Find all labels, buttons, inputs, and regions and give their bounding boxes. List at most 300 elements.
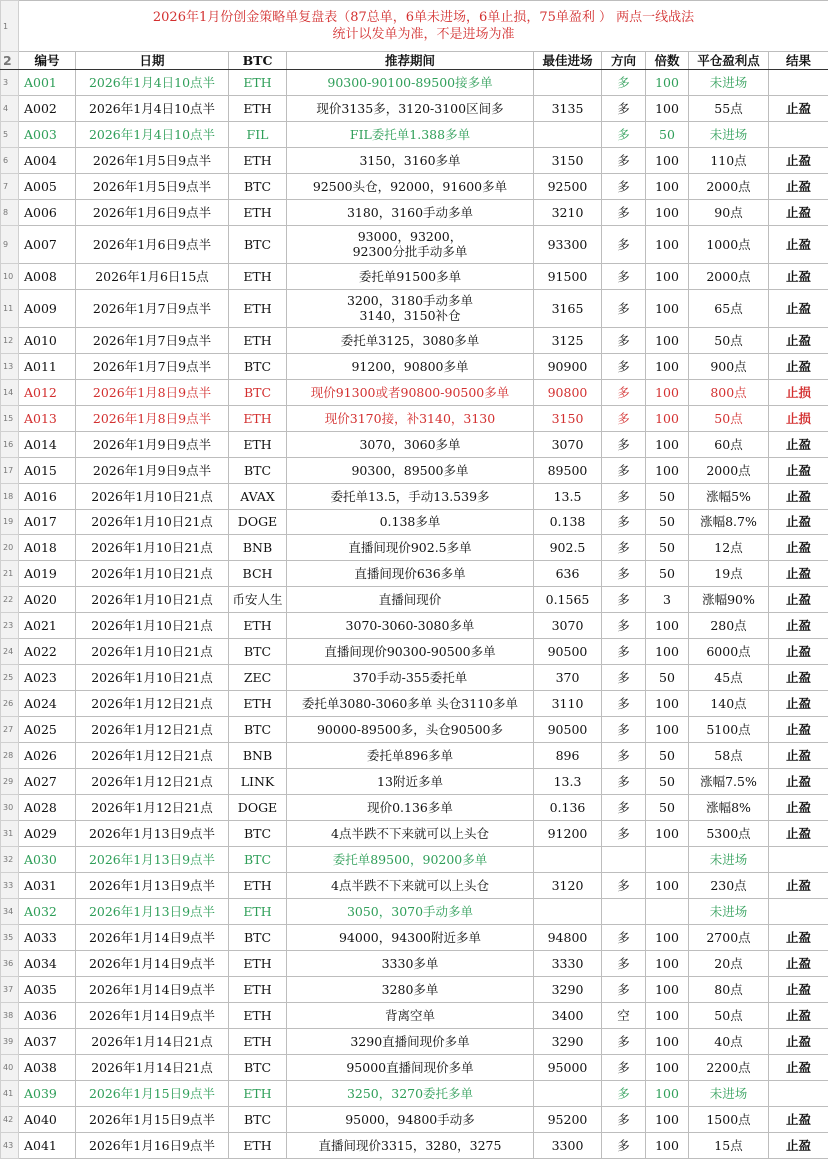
- cell-coin[interactable]: ETH: [229, 613, 287, 639]
- cell-date[interactable]: 2026年1月9日9点半: [76, 431, 229, 457]
- cell-best-entry[interactable]: 3150: [534, 405, 602, 431]
- row-number[interactable]: 9: [1, 225, 19, 263]
- cell-result[interactable]: 止盈: [769, 950, 828, 976]
- cell-coin[interactable]: ETH: [229, 199, 287, 225]
- cell-date[interactable]: 2026年1月15日9点半: [76, 1080, 229, 1106]
- cell-result[interactable]: 止盈: [769, 873, 828, 899]
- cell-close-profit[interactable]: 2200点: [689, 1054, 769, 1080]
- cell-result[interactable]: 止盈: [769, 95, 828, 121]
- cell-multiplier[interactable]: 50: [646, 509, 689, 535]
- cell-coin[interactable]: AVAX: [229, 483, 287, 509]
- row-number[interactable]: 29: [1, 769, 19, 795]
- cell-coin[interactable]: ETH: [229, 1028, 287, 1054]
- cell-coin[interactable]: ETH: [229, 1080, 287, 1106]
- cell-best-entry[interactable]: 93300: [534, 225, 602, 263]
- table-row[interactable]: [1, 665, 828, 691]
- cell-multiplier[interactable]: 100: [646, 873, 689, 899]
- table-row[interactable]: [1, 327, 828, 353]
- cell-date[interactable]: 2026年1月12日21点: [76, 795, 229, 821]
- cell-direction[interactable]: [602, 847, 646, 873]
- cell-date[interactable]: 2026年1月12日21点: [76, 769, 229, 795]
- cell-close-profit[interactable]: 1000点: [689, 225, 769, 263]
- cell-multiplier[interactable]: 100: [646, 327, 689, 353]
- cell-id[interactable]: A039: [19, 1080, 76, 1106]
- cell-multiplier[interactable]: 100: [646, 379, 689, 405]
- cell-best-entry[interactable]: 0.136: [534, 795, 602, 821]
- cell-result[interactable]: 止损: [769, 405, 828, 431]
- row-number[interactable]: 31: [1, 821, 19, 847]
- cell-direction[interactable]: 多: [602, 70, 646, 96]
- cell-close-profit[interactable]: 涨幅8%: [689, 795, 769, 821]
- cell-coin[interactable]: BTC: [229, 1054, 287, 1080]
- cell-direction[interactable]: 多: [602, 925, 646, 951]
- cell-date[interactable]: 2026年1月7日9点半: [76, 353, 229, 379]
- cell-direction[interactable]: 多: [602, 263, 646, 289]
- cell-best-entry[interactable]: 3400: [534, 1002, 602, 1028]
- cell-recommendation[interactable]: [287, 263, 534, 289]
- cell-coin[interactable]: BTC: [229, 639, 287, 665]
- cell-multiplier[interactable]: 50: [646, 483, 689, 509]
- row-number[interactable]: 21: [1, 561, 19, 587]
- cell-id[interactable]: A013: [19, 405, 76, 431]
- cell-multiplier[interactable]: 100: [646, 1028, 689, 1054]
- cell-date[interactable]: 2026年1月4日10点半: [76, 121, 229, 147]
- cell-date[interactable]: 2026年1月10日21点: [76, 535, 229, 561]
- cell-multiplier[interactable]: 50: [646, 535, 689, 561]
- table-row[interactable]: [1, 1106, 828, 1132]
- row-number[interactable]: 23: [1, 613, 19, 639]
- cell-recommendation[interactable]: [287, 743, 534, 769]
- row-number[interactable]: 27: [1, 717, 19, 743]
- row-number[interactable]: 8: [1, 199, 19, 225]
- table-row[interactable]: [1, 639, 828, 665]
- cell-date[interactable]: 2026年1月14日21点: [76, 1054, 229, 1080]
- cell-close-profit[interactable]: 20点: [689, 950, 769, 976]
- cell-recommendation[interactable]: [287, 561, 534, 587]
- cell-direction[interactable]: 多: [602, 1132, 646, 1158]
- cell-coin[interactable]: DOGE: [229, 795, 287, 821]
- cell-best-entry[interactable]: [534, 1080, 602, 1106]
- cell-best-entry[interactable]: 902.5: [534, 535, 602, 561]
- cell-direction[interactable]: 多: [602, 199, 646, 225]
- row-number[interactable]: 41: [1, 1080, 19, 1106]
- cell-close-profit[interactable]: 涨幅90%: [689, 587, 769, 613]
- cell-result[interactable]: 止盈: [769, 665, 828, 691]
- row-number[interactable]: 34: [1, 899, 19, 925]
- cell-best-entry[interactable]: 3150: [534, 147, 602, 173]
- row-number[interactable]: 2: [1, 52, 19, 70]
- header-recommendation[interactable]: 推荐期间: [287, 52, 534, 70]
- cell-date[interactable]: 2026年1月4日10点半: [76, 70, 229, 96]
- cell-result[interactable]: 止盈: [769, 639, 828, 665]
- cell-multiplier[interactable]: 50: [646, 743, 689, 769]
- table-row[interactable]: [1, 1054, 828, 1080]
- cell-date[interactable]: 2026年1月14日21点: [76, 1028, 229, 1054]
- cell-best-entry[interactable]: 89500: [534, 457, 602, 483]
- cell-direction[interactable]: 多: [602, 225, 646, 263]
- cell-id[interactable]: A024: [19, 691, 76, 717]
- cell-coin[interactable]: BTC: [229, 457, 287, 483]
- cell-date[interactable]: 2026年1月14日9点半: [76, 925, 229, 951]
- cell-id[interactable]: A004: [19, 147, 76, 173]
- cell-id[interactable]: A017: [19, 509, 76, 535]
- cell-best-entry[interactable]: 3330: [534, 950, 602, 976]
- cell-result[interactable]: 止盈: [769, 225, 828, 263]
- cell-result[interactable]: 止盈: [769, 327, 828, 353]
- cell-recommendation[interactable]: [287, 405, 534, 431]
- header-close-profit[interactable]: 平仓盈利点: [689, 52, 769, 70]
- header-coin[interactable]: BTC: [229, 52, 287, 70]
- cell-direction[interactable]: 多: [602, 535, 646, 561]
- row-number[interactable]: 33: [1, 873, 19, 899]
- header-date[interactable]: 日期: [76, 52, 229, 70]
- cell-recommendation[interactable]: [287, 1080, 534, 1106]
- cell-id[interactable]: A019: [19, 561, 76, 587]
- cell-coin[interactable]: BTC: [229, 1106, 287, 1132]
- cell-coin[interactable]: ETH: [229, 147, 287, 173]
- row-number[interactable]: 5: [1, 121, 19, 147]
- cell-id[interactable]: A022: [19, 639, 76, 665]
- row-number[interactable]: 10: [1, 263, 19, 289]
- row-number[interactable]: 12: [1, 327, 19, 353]
- cell-coin[interactable]: BTC: [229, 225, 287, 263]
- cell-close-profit[interactable]: 50点: [689, 405, 769, 431]
- row-number[interactable]: 3: [1, 70, 19, 96]
- table-row[interactable]: [1, 379, 828, 405]
- cell-id[interactable]: A041: [19, 1132, 76, 1158]
- cell-result[interactable]: 止盈: [769, 613, 828, 639]
- cell-multiplier[interactable]: 100: [646, 199, 689, 225]
- cell-id[interactable]: A016: [19, 483, 76, 509]
- cell-result[interactable]: 止盈: [769, 483, 828, 509]
- cell-id[interactable]: A027: [19, 769, 76, 795]
- cell-close-profit[interactable]: 65点: [689, 289, 769, 327]
- cell-direction[interactable]: 多: [602, 457, 646, 483]
- cell-date[interactable]: 2026年1月10日21点: [76, 483, 229, 509]
- row-number[interactable]: 7: [1, 173, 19, 199]
- cell-date[interactable]: 2026年1月14日9点半: [76, 1002, 229, 1028]
- cell-recommendation[interactable]: [287, 70, 534, 96]
- cell-recommendation[interactable]: [287, 665, 534, 691]
- cell-coin[interactable]: FIL: [229, 121, 287, 147]
- row-number[interactable]: 16: [1, 431, 19, 457]
- table-row[interactable]: [1, 976, 828, 1002]
- cell-id[interactable]: A029: [19, 821, 76, 847]
- cell-multiplier[interactable]: 100: [646, 70, 689, 96]
- table-row[interactable]: [1, 95, 828, 121]
- cell-result[interactable]: 止盈: [769, 561, 828, 587]
- cell-multiplier[interactable]: 100: [646, 691, 689, 717]
- cell-coin[interactable]: BTC: [229, 925, 287, 951]
- table-row[interactable]: [1, 1028, 828, 1054]
- cell-multiplier[interactable]: 100: [646, 717, 689, 743]
- cell-best-entry[interactable]: 90500: [534, 717, 602, 743]
- cell-id[interactable]: A025: [19, 717, 76, 743]
- cell-date[interactable]: 2026年1月7日9点半: [76, 327, 229, 353]
- cell-date[interactable]: 2026年1月12日21点: [76, 691, 229, 717]
- cell-recommendation[interactable]: [287, 717, 534, 743]
- cell-recommendation[interactable]: [287, 353, 534, 379]
- table-row[interactable]: [1, 263, 828, 289]
- row-number[interactable]: 17: [1, 457, 19, 483]
- row-number[interactable]: 26: [1, 691, 19, 717]
- cell-recommendation[interactable]: [287, 821, 534, 847]
- cell-recommendation[interactable]: [287, 289, 534, 327]
- cell-recommendation[interactable]: [287, 225, 534, 263]
- cell-close-profit[interactable]: 2000点: [689, 173, 769, 199]
- table-row[interactable]: [1, 121, 828, 147]
- cell-date[interactable]: 2026年1月13日9点半: [76, 899, 229, 925]
- cell-date[interactable]: 2026年1月10日21点: [76, 587, 229, 613]
- cell-result[interactable]: 止损: [769, 379, 828, 405]
- cell-best-entry[interactable]: 3290: [534, 976, 602, 1002]
- cell-id[interactable]: A034: [19, 950, 76, 976]
- cell-result[interactable]: 止盈: [769, 1054, 828, 1080]
- cell-result[interactable]: 止盈: [769, 509, 828, 535]
- cell-coin[interactable]: BNB: [229, 535, 287, 561]
- cell-direction[interactable]: 多: [602, 1054, 646, 1080]
- cell-best-entry[interactable]: 94800: [534, 925, 602, 951]
- cell-recommendation[interactable]: [287, 1054, 534, 1080]
- cell-multiplier[interactable]: 100: [646, 976, 689, 1002]
- cell-direction[interactable]: 多: [602, 1080, 646, 1106]
- cell-best-entry[interactable]: 13.5: [534, 483, 602, 509]
- cell-date[interactable]: 2026年1月8日9点半: [76, 405, 229, 431]
- cell-result[interactable]: 止盈: [769, 691, 828, 717]
- cell-coin[interactable]: BTC: [229, 821, 287, 847]
- cell-coin[interactable]: BNB: [229, 743, 287, 769]
- cell-best-entry[interactable]: 0.138: [534, 509, 602, 535]
- cell-multiplier[interactable]: 100: [646, 1080, 689, 1106]
- table-row[interactable]: [1, 561, 828, 587]
- cell-result[interactable]: 止盈: [769, 199, 828, 225]
- cell-direction[interactable]: 多: [602, 121, 646, 147]
- cell-best-entry[interactable]: 3135: [534, 95, 602, 121]
- cell-best-entry[interactable]: 3070: [534, 613, 602, 639]
- cell-result[interactable]: [769, 121, 828, 147]
- row-number[interactable]: 15: [1, 405, 19, 431]
- cell-recommendation[interactable]: [287, 1002, 534, 1028]
- cell-best-entry[interactable]: 3070: [534, 431, 602, 457]
- row-number[interactable]: 36: [1, 950, 19, 976]
- cell-multiplier[interactable]: 100: [646, 431, 689, 457]
- cell-close-profit[interactable]: 80点: [689, 976, 769, 1002]
- row-number[interactable]: 19: [1, 509, 19, 535]
- cell-best-entry[interactable]: [534, 847, 602, 873]
- cell-direction[interactable]: 多: [602, 561, 646, 587]
- cell-date[interactable]: 2026年1月12日21点: [76, 743, 229, 769]
- cell-coin[interactable]: ETH: [229, 431, 287, 457]
- cell-best-entry[interactable]: 896: [534, 743, 602, 769]
- cell-multiplier[interactable]: 100: [646, 289, 689, 327]
- cell-close-profit[interactable]: 800点: [689, 379, 769, 405]
- cell-best-entry[interactable]: 3290: [534, 1028, 602, 1054]
- cell-id[interactable]: A028: [19, 795, 76, 821]
- cell-result[interactable]: [769, 1080, 828, 1106]
- cell-coin[interactable]: BTC: [229, 717, 287, 743]
- row-number[interactable]: 40: [1, 1054, 19, 1080]
- cell-close-profit[interactable]: 12点: [689, 535, 769, 561]
- cell-direction[interactable]: 多: [602, 353, 646, 379]
- cell-coin[interactable]: BCH: [229, 561, 287, 587]
- cell-direction[interactable]: 多: [602, 769, 646, 795]
- cell-id[interactable]: A010: [19, 327, 76, 353]
- table-row[interactable]: [1, 289, 828, 327]
- cell-coin[interactable]: ZEC: [229, 665, 287, 691]
- cell-result[interactable]: 止盈: [769, 263, 828, 289]
- cell-id[interactable]: A008: [19, 263, 76, 289]
- cell-coin[interactable]: 币安人生: [229, 587, 287, 613]
- cell-direction[interactable]: 多: [602, 147, 646, 173]
- cell-coin[interactable]: ETH: [229, 263, 287, 289]
- cell-best-entry[interactable]: 91200: [534, 821, 602, 847]
- cell-best-entry[interactable]: 0.1565: [534, 587, 602, 613]
- cell-close-profit[interactable]: 1500点: [689, 1106, 769, 1132]
- cell-multiplier[interactable]: 100: [646, 613, 689, 639]
- cell-result[interactable]: 止盈: [769, 1132, 828, 1158]
- cell-close-profit[interactable]: 140点: [689, 691, 769, 717]
- cell-direction[interactable]: 多: [602, 976, 646, 1002]
- table-row[interactable]: [1, 173, 828, 199]
- row-number[interactable]: 1: [1, 1, 19, 52]
- cell-best-entry[interactable]: 3210: [534, 199, 602, 225]
- cell-close-profit[interactable]: 5300点: [689, 821, 769, 847]
- row-number[interactable]: 14: [1, 379, 19, 405]
- cell-id[interactable]: A003: [19, 121, 76, 147]
- cell-result[interactable]: 止盈: [769, 587, 828, 613]
- cell-multiplier[interactable]: 100: [646, 457, 689, 483]
- cell-close-profit[interactable]: 280点: [689, 613, 769, 639]
- row-number[interactable]: 18: [1, 483, 19, 509]
- cell-date[interactable]: 2026年1月6日9点半: [76, 199, 229, 225]
- cell-multiplier[interactable]: 100: [646, 353, 689, 379]
- cell-close-profit[interactable]: 50点: [689, 1002, 769, 1028]
- cell-recommendation[interactable]: [287, 1028, 534, 1054]
- row-number[interactable]: 42: [1, 1106, 19, 1132]
- cell-result[interactable]: 止盈: [769, 925, 828, 951]
- cell-close-profit[interactable]: 未进场: [689, 1080, 769, 1106]
- cell-recommendation[interactable]: [287, 795, 534, 821]
- cell-result[interactable]: [769, 70, 828, 96]
- cell-id[interactable]: A014: [19, 431, 76, 457]
- cell-close-profit[interactable]: 2700点: [689, 925, 769, 951]
- cell-id[interactable]: A023: [19, 665, 76, 691]
- cell-best-entry[interactable]: [534, 899, 602, 925]
- row-number[interactable]: 24: [1, 639, 19, 665]
- row-number[interactable]: 20: [1, 535, 19, 561]
- header-direction[interactable]: 方向: [602, 52, 646, 70]
- cell-coin[interactable]: BTC: [229, 847, 287, 873]
- row-number[interactable]: 37: [1, 976, 19, 1002]
- cell-id[interactable]: A007: [19, 225, 76, 263]
- cell-recommendation[interactable]: [287, 925, 534, 951]
- cell-date[interactable]: 2026年1月10日21点: [76, 639, 229, 665]
- cell-multiplier[interactable]: 50: [646, 795, 689, 821]
- cell-multiplier[interactable]: 100: [646, 173, 689, 199]
- row-number[interactable]: 35: [1, 925, 19, 951]
- cell-result[interactable]: 止盈: [769, 457, 828, 483]
- cell-direction[interactable]: 多: [602, 289, 646, 327]
- cell-id[interactable]: A001: [19, 70, 76, 96]
- cell-result[interactable]: 止盈: [769, 431, 828, 457]
- cell-recommendation[interactable]: [287, 613, 534, 639]
- table-row[interactable]: [1, 70, 828, 96]
- cell-coin[interactable]: ETH: [229, 70, 287, 96]
- cell-close-profit[interactable]: 55点: [689, 95, 769, 121]
- cell-direction[interactable]: 多: [602, 379, 646, 405]
- cell-recommendation[interactable]: [287, 379, 534, 405]
- cell-date[interactable]: 2026年1月10日21点: [76, 665, 229, 691]
- cell-best-entry[interactable]: 90900: [534, 353, 602, 379]
- table-row[interactable]: [1, 535, 828, 561]
- cell-direction[interactable]: 多: [602, 431, 646, 457]
- table-row[interactable]: [1, 873, 828, 899]
- cell-result[interactable]: 止盈: [769, 353, 828, 379]
- cell-multiplier[interactable]: 50: [646, 121, 689, 147]
- cell-best-entry[interactable]: 3120: [534, 873, 602, 899]
- cell-result[interactable]: 止盈: [769, 769, 828, 795]
- cell-result[interactable]: 止盈: [769, 535, 828, 561]
- table-row[interactable]: [1, 509, 828, 535]
- table-row[interactable]: [1, 405, 828, 431]
- cell-close-profit[interactable]: 60点: [689, 431, 769, 457]
- table-row[interactable]: [1, 821, 828, 847]
- cell-recommendation[interactable]: [287, 457, 534, 483]
- cell-multiplier[interactable]: 100: [646, 405, 689, 431]
- cell-result[interactable]: 止盈: [769, 1002, 828, 1028]
- cell-best-entry[interactable]: 3125: [534, 327, 602, 353]
- cell-direction[interactable]: 多: [602, 717, 646, 743]
- cell-result[interactable]: 止盈: [769, 821, 828, 847]
- cell-close-profit[interactable]: 45点: [689, 665, 769, 691]
- cell-best-entry[interactable]: 91500: [534, 263, 602, 289]
- table-row[interactable]: [1, 899, 828, 925]
- table-row[interactable]: [1, 717, 828, 743]
- cell-multiplier[interactable]: 100: [646, 1106, 689, 1132]
- cell-close-profit[interactable]: 40点: [689, 1028, 769, 1054]
- cell-coin[interactable]: ETH: [229, 405, 287, 431]
- table-row[interactable]: [1, 1080, 828, 1106]
- cell-coin[interactable]: ETH: [229, 950, 287, 976]
- cell-result[interactable]: 止盈: [769, 717, 828, 743]
- cell-close-profit[interactable]: 2000点: [689, 263, 769, 289]
- cell-result[interactable]: 止盈: [769, 1106, 828, 1132]
- cell-coin[interactable]: ETH: [229, 873, 287, 899]
- table-row[interactable]: [1, 1002, 828, 1028]
- cell-result[interactable]: 止盈: [769, 795, 828, 821]
- header-best-entry[interactable]: 最佳进场: [534, 52, 602, 70]
- cell-recommendation[interactable]: [287, 691, 534, 717]
- cell-direction[interactable]: 多: [602, 1028, 646, 1054]
- cell-close-profit[interactable]: 涨幅5%: [689, 483, 769, 509]
- cell-best-entry[interactable]: 636: [534, 561, 602, 587]
- cell-direction[interactable]: 多: [602, 327, 646, 353]
- cell-date[interactable]: 2026年1月13日9点半: [76, 821, 229, 847]
- cell-direction[interactable]: 多: [602, 639, 646, 665]
- table-row[interactable]: [1, 199, 828, 225]
- row-number[interactable]: 13: [1, 353, 19, 379]
- table-row[interactable]: [1, 691, 828, 717]
- cell-id[interactable]: A035: [19, 976, 76, 1002]
- cell-direction[interactable]: 多: [602, 665, 646, 691]
- row-number[interactable]: 30: [1, 795, 19, 821]
- cell-date[interactable]: 2026年1月9日9点半: [76, 457, 229, 483]
- cell-id[interactable]: A012: [19, 379, 76, 405]
- cell-best-entry[interactable]: 90800: [534, 379, 602, 405]
- cell-result[interactable]: 止盈: [769, 976, 828, 1002]
- cell-multiplier[interactable]: 100: [646, 263, 689, 289]
- cell-close-profit[interactable]: 50点: [689, 327, 769, 353]
